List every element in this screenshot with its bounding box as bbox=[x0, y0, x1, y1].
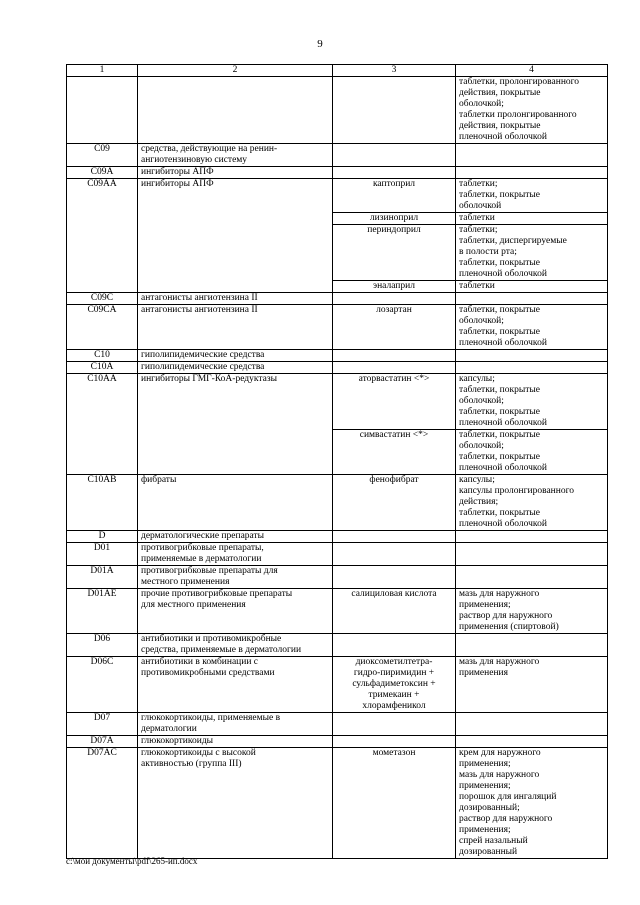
drug-name-cell bbox=[333, 634, 456, 657]
dosage-form-cell: капсулы; капсулы пролонгированного действия; таблетки, покрытые пленочной оболочкой bbox=[456, 475, 608, 531]
drug-name-cell bbox=[333, 77, 456, 144]
dosage-form-cell bbox=[456, 566, 608, 589]
atc-code-cell: C09C bbox=[67, 293, 138, 305]
atc-code-cell: C10A bbox=[67, 362, 138, 374]
table-row bbox=[67, 179, 608, 213]
anatomical-group-cell: средства, действующие на ренин- ангиотензиновую систему bbox=[138, 144, 333, 167]
drug-name-cell bbox=[333, 736, 456, 748]
atc-code-cell: D01A bbox=[67, 566, 138, 589]
atc-code-cell: D07AC bbox=[67, 748, 138, 859]
drug-name-cell bbox=[333, 144, 456, 167]
table-row bbox=[67, 543, 608, 566]
dosage-form-cell: капсулы; таблетки, покрытые оболочкой; таблетки, покрытые пленочной оболочкой bbox=[456, 374, 608, 430]
drug-name-cell: каптоприл bbox=[333, 179, 456, 213]
page-number: 9 bbox=[317, 38, 323, 50]
drug-name-cell: мометазон bbox=[333, 748, 456, 859]
anatomical-group-cell: глюкокортикоиды с высокой активностью (группа III) bbox=[138, 748, 333, 859]
atc-code-cell: D01AE bbox=[67, 589, 138, 634]
dosage-form-cell bbox=[456, 293, 608, 305]
anatomical-group-cell: антагонисты ангиотензина II bbox=[138, 293, 333, 305]
header-col-3: 3 bbox=[333, 65, 456, 77]
medication-table bbox=[66, 64, 608, 859]
atc-code-cell: C10AB bbox=[67, 475, 138, 531]
dosage-form-cell: таблетки bbox=[456, 281, 608, 293]
anatomical-group-cell bbox=[138, 77, 333, 144]
drug-name-cell bbox=[333, 362, 456, 374]
drug-name-cell: лозартан bbox=[333, 305, 456, 350]
anatomical-group-cell: ингибиторы ГМГ-КоА-редуктазы bbox=[138, 374, 333, 475]
dosage-form-cell: таблетки bbox=[456, 213, 608, 225]
dosage-form-cell bbox=[456, 543, 608, 566]
anatomical-group-cell: ингибиторы АПФ bbox=[138, 167, 333, 179]
atc-code-cell: D07 bbox=[67, 713, 138, 736]
table-row bbox=[67, 374, 608, 430]
drug-name-cell: периндоприл bbox=[333, 225, 456, 281]
header-col-1: 1 bbox=[67, 65, 138, 77]
table-row bbox=[67, 167, 608, 179]
header-col-4: 4 bbox=[456, 65, 608, 77]
table-row bbox=[67, 713, 608, 736]
table-row bbox=[67, 634, 608, 657]
drug-name-cell bbox=[333, 531, 456, 543]
drug-name-cell: салициловая кислота bbox=[333, 589, 456, 634]
atc-code-cell: D06 bbox=[67, 634, 138, 657]
anatomical-group-cell: прочие противогрибковые препараты для местного применения bbox=[138, 589, 333, 634]
dosage-form-cell bbox=[456, 350, 608, 362]
atc-code-cell: C10AA bbox=[67, 374, 138, 475]
dosage-form-cell bbox=[456, 144, 608, 167]
dosage-form-cell: таблетки; таблетки, диспергируемые в полости рта; таблетки, покрытые пленочной оболочкой bbox=[456, 225, 608, 281]
dosage-form-cell bbox=[456, 531, 608, 543]
anatomical-group-cell: антибиотики и противомикробные средства, применяемые в дерматологии bbox=[138, 634, 333, 657]
atc-code-cell: C09CA bbox=[67, 305, 138, 350]
drug-name-cell bbox=[333, 566, 456, 589]
anatomical-group-cell: дерматологические препараты bbox=[138, 531, 333, 543]
anatomical-group-cell: глюкокортикоиды bbox=[138, 736, 333, 748]
drug-name-cell bbox=[333, 713, 456, 736]
dosage-form-cell: таблетки; таблетки, покрытые оболочкой bbox=[456, 179, 608, 213]
table-row bbox=[67, 736, 608, 748]
dosage-form-cell bbox=[456, 362, 608, 374]
atc-code-cell bbox=[67, 77, 138, 144]
table-row bbox=[67, 362, 608, 374]
footer-file-path: c:\мои документы\pdf\265-ип.docx bbox=[66, 856, 198, 866]
atc-code-cell: C09A bbox=[67, 167, 138, 179]
dosage-form-cell: таблетки, покрытые оболочкой; таблетки, покрытые пленочной оболочкой bbox=[456, 305, 608, 350]
drug-name-cell bbox=[333, 543, 456, 566]
anatomical-group-cell: ингибиторы АПФ bbox=[138, 179, 333, 293]
table-header-row bbox=[67, 65, 608, 77]
table-row bbox=[67, 350, 608, 362]
drug-name-cell bbox=[333, 350, 456, 362]
dosage-form-cell: мазь для наружного применения; раствор для наружного применения (спиртовой) bbox=[456, 589, 608, 634]
anatomical-group-cell: глюкокортикоиды, применяемые в дерматологии bbox=[138, 713, 333, 736]
drug-name-cell bbox=[333, 167, 456, 179]
table-row bbox=[67, 589, 608, 634]
atc-code-cell: D bbox=[67, 531, 138, 543]
table-row bbox=[67, 305, 608, 350]
dosage-form-cell bbox=[456, 736, 608, 748]
atc-code-cell: C09AA bbox=[67, 179, 138, 293]
atc-code-cell: C09 bbox=[67, 144, 138, 167]
table-row bbox=[67, 144, 608, 167]
dosage-form-cell: таблетки, пролонгированного действия, покрытые оболочкой; таблетки пролонгированного действия, покрытые пленочной оболочкой bbox=[456, 77, 608, 144]
anatomical-group-cell: гиполипидемические средства bbox=[138, 362, 333, 374]
anatomical-group-cell: антагонисты ангиотензина II bbox=[138, 305, 333, 350]
anatomical-group-cell: фибраты bbox=[138, 475, 333, 531]
drug-name-cell: диоксометилтетра- гидро-пиримидин + сульфадиметоксин + тримекаин + хлорамфеникол bbox=[333, 657, 456, 713]
table-row bbox=[67, 566, 608, 589]
atc-code-cell: D07A bbox=[67, 736, 138, 748]
anatomical-group-cell: противогрибковые препараты для местного применения bbox=[138, 566, 333, 589]
table-row bbox=[67, 77, 608, 144]
drug-name-cell: фенофибрат bbox=[333, 475, 456, 531]
table-row bbox=[67, 293, 608, 305]
drug-name-cell: аторвастатин <*> bbox=[333, 374, 456, 430]
dosage-form-cell bbox=[456, 167, 608, 179]
atc-code-cell: C10 bbox=[67, 350, 138, 362]
drug-name-cell: эналаприл bbox=[333, 281, 456, 293]
anatomical-group-cell: антибиотики в комбинации с противомикробными средствами bbox=[138, 657, 333, 713]
anatomical-group-cell: противогрибковые препараты, применяемые в дерматологии bbox=[138, 543, 333, 566]
header-col-2: 2 bbox=[138, 65, 333, 77]
dosage-form-cell: крем для наружного применения; мазь для наружного применения; порошок для ингаляций дозированный; раствор для наружного применения; спрей назальный дозированный bbox=[456, 748, 608, 859]
dosage-form-cell: мазь для наружного применения bbox=[456, 657, 608, 713]
drug-name-cell bbox=[333, 293, 456, 305]
dosage-form-cell bbox=[456, 713, 608, 736]
drug-name-cell: симвастатин <*> bbox=[333, 430, 456, 475]
anatomical-group-cell: гиполипидемические средства bbox=[138, 350, 333, 362]
table-row bbox=[67, 531, 608, 543]
atc-code-cell: D01 bbox=[67, 543, 138, 566]
dosage-form-cell: таблетки, покрытые оболочкой; таблетки, покрытые пленочной оболочкой bbox=[456, 430, 608, 475]
table-row bbox=[67, 475, 608, 531]
drug-name-cell: лизиноприл bbox=[333, 213, 456, 225]
dosage-form-cell bbox=[456, 634, 608, 657]
atc-code-cell: D06C bbox=[67, 657, 138, 713]
table-row bbox=[67, 748, 608, 859]
table-row bbox=[67, 657, 608, 713]
table-body bbox=[67, 65, 608, 859]
